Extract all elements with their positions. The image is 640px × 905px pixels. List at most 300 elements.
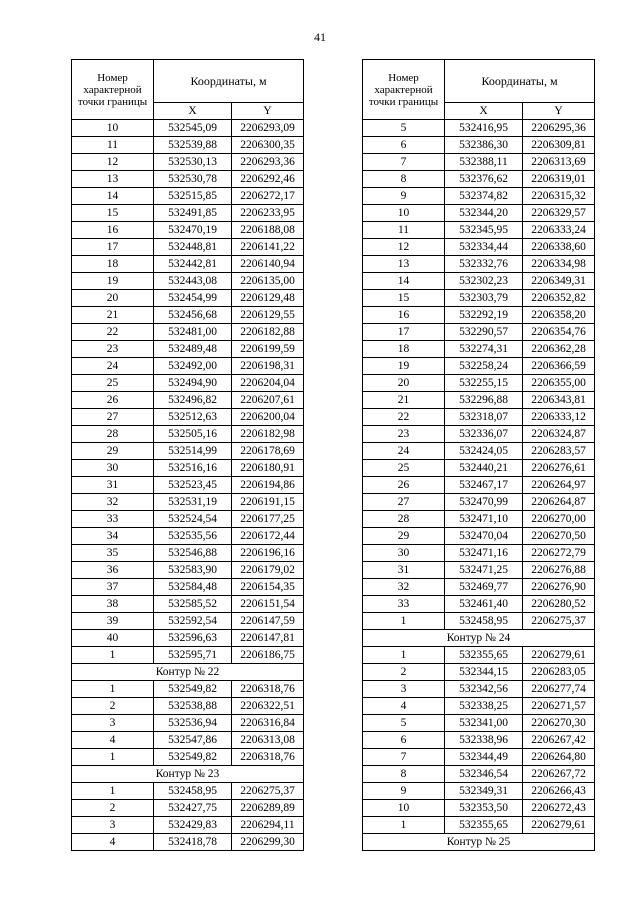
x-coordinate-cell: 532505,16 <box>154 426 232 443</box>
y-coordinate-cell: 2206309,81 <box>523 137 595 154</box>
point-number-cell: 1 <box>72 681 154 698</box>
x-coordinate-cell: 532524,54 <box>154 511 232 528</box>
point-number-cell: 25 <box>72 375 154 392</box>
point-number-cell: 31 <box>72 477 154 494</box>
y-coordinate-cell: 2206272,79 <box>523 545 595 562</box>
x-coordinate-cell: 532303,79 <box>445 290 523 307</box>
y-coordinate-cell: 2206316,84 <box>232 715 304 732</box>
table-row <box>363 392 595 409</box>
y-coordinate-cell: 2206324,87 <box>523 426 595 443</box>
point-number-cell: 29 <box>363 528 445 545</box>
x-coordinate-cell: 532515,85 <box>154 188 232 205</box>
table-left-body <box>72 60 304 851</box>
point-number-cell: 23 <box>363 426 445 443</box>
y-coordinate-cell: 2206272,43 <box>523 800 595 817</box>
table-row <box>72 120 304 137</box>
table-row <box>363 358 595 375</box>
table-row <box>72 222 304 239</box>
x-coordinate-cell: 532549,82 <box>154 749 232 766</box>
table-row <box>363 664 595 681</box>
y-coordinate-cell: 2206180,91 <box>232 460 304 477</box>
x-coordinate-cell: 532448,81 <box>154 239 232 256</box>
x-coordinate-cell: 532376,62 <box>445 171 523 188</box>
x-coordinate-cell: 532470,99 <box>445 494 523 511</box>
x-coordinate-cell: 532469,77 <box>445 579 523 596</box>
table-row <box>72 749 304 766</box>
x-column-header: X <box>154 103 232 120</box>
point-number-cell: 19 <box>363 358 445 375</box>
x-coordinate-cell: 532538,88 <box>154 698 232 715</box>
table-row <box>72 613 304 630</box>
point-number-cell: 21 <box>72 307 154 324</box>
table-row <box>363 256 595 273</box>
table-row <box>363 766 595 783</box>
point-number-cell: 16 <box>72 222 154 239</box>
table-row <box>363 494 595 511</box>
y-coordinate-cell: 2206140,94 <box>232 256 304 273</box>
x-coordinate-cell: 532346,54 <box>445 766 523 783</box>
y-coordinate-cell: 2206196,16 <box>232 545 304 562</box>
y-coordinate-cell: 2206266,43 <box>523 783 595 800</box>
y-coordinate-cell: 2206264,87 <box>523 494 595 511</box>
y-coordinate-cell: 2206294,11 <box>232 817 304 834</box>
x-coordinate-cell: 532454,99 <box>154 290 232 307</box>
y-coordinate-cell: 2206313,08 <box>232 732 304 749</box>
x-coordinate-cell: 532470,04 <box>445 528 523 545</box>
x-coordinate-cell: 532471,16 <box>445 545 523 562</box>
coordinates-header: Координаты, м <box>445 60 595 103</box>
table-row <box>363 341 595 358</box>
table-row <box>363 273 595 290</box>
y-coordinate-cell: 2206264,80 <box>523 749 595 766</box>
x-coordinate-cell: 532596,63 <box>154 630 232 647</box>
x-coordinate-cell: 532334,44 <box>445 239 523 256</box>
point-number-cell: 18 <box>72 256 154 273</box>
table-row <box>72 426 304 443</box>
x-coordinate-cell: 532530,13 <box>154 154 232 171</box>
y-column-header: Y <box>232 103 304 120</box>
table-row <box>363 239 595 256</box>
table-row <box>363 749 595 766</box>
table-row <box>72 154 304 171</box>
point-number-cell: 26 <box>363 477 445 494</box>
x-coordinate-cell: 532341,00 <box>445 715 523 732</box>
point-number-cell: 3 <box>72 715 154 732</box>
x-coordinate-cell: 532424,05 <box>445 443 523 460</box>
point-number-cell: 8 <box>363 766 445 783</box>
point-number-cell: 5 <box>363 715 445 732</box>
point-number-cell: 9 <box>363 783 445 800</box>
x-coordinate-cell: 532302,23 <box>445 273 523 290</box>
contour-label: Контур № 24 <box>363 630 595 647</box>
point-number-cell: 30 <box>72 460 154 477</box>
x-coordinate-cell: 532255,15 <box>445 375 523 392</box>
y-coordinate-cell: 2206267,42 <box>523 732 595 749</box>
point-number-cell: 13 <box>72 171 154 188</box>
point-number-cell: 2 <box>72 698 154 715</box>
point-number-cell: 3 <box>72 817 154 834</box>
table-row <box>72 341 304 358</box>
x-coordinate-cell: 532338,96 <box>445 732 523 749</box>
x-coordinate-cell: 532512,63 <box>154 409 232 426</box>
x-coordinate-cell: 532429,83 <box>154 817 232 834</box>
table-row <box>72 647 304 664</box>
y-coordinate-cell: 2206318,76 <box>232 749 304 766</box>
y-coordinate-cell: 2206188,08 <box>232 222 304 239</box>
x-coordinate-cell: 532531,19 <box>154 494 232 511</box>
table-row <box>72 596 304 613</box>
y-coordinate-cell: 2206313,69 <box>523 154 595 171</box>
x-coordinate-cell: 532539,88 <box>154 137 232 154</box>
y-coordinate-cell: 2206182,98 <box>232 426 304 443</box>
point-number-cell: 40 <box>72 630 154 647</box>
table-row <box>72 290 304 307</box>
contour-row <box>72 664 304 681</box>
point-number-cell: 37 <box>72 579 154 596</box>
point-number-cell: 23 <box>72 341 154 358</box>
x-coordinate-cell: 532290,57 <box>445 324 523 341</box>
x-coordinate-cell: 532458,95 <box>154 783 232 800</box>
point-number-cell: 17 <box>72 239 154 256</box>
contour-row <box>363 834 595 851</box>
y-coordinate-cell: 2206354,76 <box>523 324 595 341</box>
point-number-cell: 7 <box>363 749 445 766</box>
y-coordinate-cell: 2206293,09 <box>232 120 304 137</box>
y-coordinate-cell: 2206135,00 <box>232 273 304 290</box>
table-row <box>363 324 595 341</box>
page-number: 41 <box>314 30 326 44</box>
point-number-cell: 9 <box>363 188 445 205</box>
point-number-cell: 38 <box>72 596 154 613</box>
y-coordinate-cell: 2206315,32 <box>523 188 595 205</box>
x-coordinate-cell: 532258,24 <box>445 358 523 375</box>
x-coordinate-cell: 532523,45 <box>154 477 232 494</box>
table-row <box>72 324 304 341</box>
point-number-cell: 39 <box>72 613 154 630</box>
point-number-cell: 2 <box>72 800 154 817</box>
y-coordinate-cell: 2206276,88 <box>523 562 595 579</box>
table-row <box>363 545 595 562</box>
point-number-cell: 33 <box>363 596 445 613</box>
point-number-cell: 22 <box>72 324 154 341</box>
x-coordinate-cell: 532338,25 <box>445 698 523 715</box>
table-row <box>363 137 595 154</box>
table-row <box>363 596 595 613</box>
y-coordinate-cell: 2206154,35 <box>232 579 304 596</box>
point-number-cell: 1 <box>363 817 445 834</box>
y-coordinate-cell: 2206270,30 <box>523 715 595 732</box>
x-coordinate-cell: 532388,11 <box>445 154 523 171</box>
y-coordinate-cell: 2206276,90 <box>523 579 595 596</box>
y-coordinate-cell: 2206277,74 <box>523 681 595 698</box>
point-number-cell: 17 <box>363 324 445 341</box>
y-coordinate-cell: 2206322,51 <box>232 698 304 715</box>
y-coordinate-cell: 2206204,04 <box>232 375 304 392</box>
point-number-cell: 10 <box>363 800 445 817</box>
point-number-cell: 27 <box>72 409 154 426</box>
table-row <box>363 715 595 732</box>
table-row <box>72 681 304 698</box>
table-row <box>363 222 595 239</box>
y-coordinate-cell: 2206141,22 <box>232 239 304 256</box>
y-coordinate-cell: 2206200,04 <box>232 409 304 426</box>
x-coordinate-cell: 532355,65 <box>445 817 523 834</box>
y-coordinate-cell: 2206182,88 <box>232 324 304 341</box>
table-row <box>363 528 595 545</box>
y-coordinate-cell: 2206271,57 <box>523 698 595 715</box>
x-coordinate-cell: 532491,85 <box>154 205 232 222</box>
x-coordinate-cell: 532471,10 <box>445 511 523 528</box>
coordinates-header: Координаты, м <box>154 60 304 103</box>
table-row <box>363 698 595 715</box>
x-coordinate-cell: 532342,56 <box>445 681 523 698</box>
coordinates-table-right <box>362 59 595 851</box>
y-coordinate-cell: 2206194,86 <box>232 477 304 494</box>
x-coordinate-cell: 532547,86 <box>154 732 232 749</box>
x-column-header: X <box>445 103 523 120</box>
point-number-cell: 33 <box>72 511 154 528</box>
point-number-cell: 32 <box>72 494 154 511</box>
contour-label: Контур № 23 <box>72 766 304 783</box>
y-coordinate-cell: 2206329,57 <box>523 205 595 222</box>
point-number-cell: 15 <box>72 205 154 222</box>
table-row <box>363 409 595 426</box>
x-coordinate-cell: 532496,82 <box>154 392 232 409</box>
x-coordinate-cell: 532584,48 <box>154 579 232 596</box>
table-row <box>72 511 304 528</box>
y-coordinate-cell: 2206151,54 <box>232 596 304 613</box>
table-row <box>72 273 304 290</box>
point-number-header: Номер характерной точки границы <box>363 60 445 120</box>
table-row <box>363 426 595 443</box>
table-row <box>72 579 304 596</box>
y-coordinate-cell: 2206270,00 <box>523 511 595 528</box>
point-number-cell: 1 <box>363 647 445 664</box>
x-coordinate-cell: 532443,08 <box>154 273 232 290</box>
point-number-cell: 14 <box>363 273 445 290</box>
x-coordinate-cell: 532386,30 <box>445 137 523 154</box>
y-coordinate-cell: 2206319,01 <box>523 171 595 188</box>
table-row <box>72 137 304 154</box>
table-row <box>363 188 595 205</box>
table-row <box>72 375 304 392</box>
table-row <box>72 817 304 834</box>
y-coordinate-cell: 2206362,28 <box>523 341 595 358</box>
table-row <box>72 630 304 647</box>
x-coordinate-cell: 532470,19 <box>154 222 232 239</box>
x-coordinate-cell: 532535,56 <box>154 528 232 545</box>
point-number-cell: 28 <box>72 426 154 443</box>
x-coordinate-cell: 532440,21 <box>445 460 523 477</box>
table-row <box>363 800 595 817</box>
y-coordinate-cell: 2206300,35 <box>232 137 304 154</box>
x-coordinate-cell: 532344,15 <box>445 664 523 681</box>
y-coordinate-cell: 2206343,81 <box>523 392 595 409</box>
table-row <box>363 681 595 698</box>
table-header-row <box>72 60 304 103</box>
contour-row <box>363 630 595 647</box>
point-number-cell: 5 <box>363 120 445 137</box>
point-number-cell: 8 <box>363 171 445 188</box>
y-coordinate-cell: 2206283,57 <box>523 443 595 460</box>
y-coordinate-cell: 2206299,30 <box>232 834 304 851</box>
y-coordinate-cell: 2206191,15 <box>232 494 304 511</box>
x-coordinate-cell: 532332,76 <box>445 256 523 273</box>
point-number-cell: 22 <box>363 409 445 426</box>
table-row <box>72 545 304 562</box>
table-row <box>72 732 304 749</box>
y-coordinate-cell: 2206272,17 <box>232 188 304 205</box>
table-row <box>363 154 595 171</box>
point-number-cell: 20 <box>72 290 154 307</box>
table-row <box>363 732 595 749</box>
x-coordinate-cell: 532353,50 <box>445 800 523 817</box>
table-row <box>363 647 595 664</box>
x-coordinate-cell: 532530,78 <box>154 171 232 188</box>
y-coordinate-cell: 2206352,82 <box>523 290 595 307</box>
y-coordinate-cell: 2206333,24 <box>523 222 595 239</box>
table-row <box>72 307 304 324</box>
contour-row <box>72 766 304 783</box>
point-number-cell: 11 <box>72 137 154 154</box>
x-coordinate-cell: 532481,00 <box>154 324 232 341</box>
x-coordinate-cell: 532467,17 <box>445 477 523 494</box>
x-coordinate-cell: 532296,88 <box>445 392 523 409</box>
point-number-cell: 30 <box>363 545 445 562</box>
x-coordinate-cell: 532355,65 <box>445 647 523 664</box>
table-row <box>72 392 304 409</box>
x-coordinate-cell: 532458,95 <box>445 613 523 630</box>
table-row <box>363 460 595 477</box>
point-number-cell: 34 <box>72 528 154 545</box>
table-row <box>363 562 595 579</box>
point-number-cell: 24 <box>363 443 445 460</box>
y-coordinate-cell: 2206186,75 <box>232 647 304 664</box>
x-coordinate-cell: 532427,75 <box>154 800 232 817</box>
y-coordinate-cell: 2206129,55 <box>232 307 304 324</box>
table-row <box>72 800 304 817</box>
y-coordinate-cell: 2206358,20 <box>523 307 595 324</box>
point-number-cell: 29 <box>72 443 154 460</box>
point-number-cell: 35 <box>72 545 154 562</box>
point-number-cell: 6 <box>363 137 445 154</box>
table-row <box>72 562 304 579</box>
y-coordinate-cell: 2206276,61 <box>523 460 595 477</box>
table-row <box>363 290 595 307</box>
coordinates-table-left <box>71 59 304 851</box>
point-number-cell: 27 <box>363 494 445 511</box>
y-coordinate-cell: 2206275,37 <box>232 783 304 800</box>
table-row <box>72 358 304 375</box>
y-coordinate-cell: 2206318,76 <box>232 681 304 698</box>
table-row <box>72 256 304 273</box>
table-row <box>72 494 304 511</box>
point-number-cell: 15 <box>363 290 445 307</box>
table-row <box>363 171 595 188</box>
x-coordinate-cell: 532336,07 <box>445 426 523 443</box>
point-number-cell: 18 <box>363 341 445 358</box>
y-coordinate-cell: 2206355,00 <box>523 375 595 392</box>
x-coordinate-cell: 532344,49 <box>445 749 523 766</box>
table-row <box>72 443 304 460</box>
x-coordinate-cell: 532536,94 <box>154 715 232 732</box>
table-row <box>363 443 595 460</box>
x-coordinate-cell: 532345,95 <box>445 222 523 239</box>
y-coordinate-cell: 2206279,61 <box>523 817 595 834</box>
x-coordinate-cell: 532374,82 <box>445 188 523 205</box>
x-coordinate-cell: 532442,81 <box>154 256 232 273</box>
point-number-cell: 4 <box>72 834 154 851</box>
y-coordinate-cell: 2206129,48 <box>232 290 304 307</box>
table-row <box>72 698 304 715</box>
point-number-cell: 19 <box>72 273 154 290</box>
x-coordinate-cell: 532318,07 <box>445 409 523 426</box>
x-coordinate-cell: 532595,71 <box>154 647 232 664</box>
table-row <box>72 715 304 732</box>
point-number-cell: 7 <box>363 154 445 171</box>
x-coordinate-cell: 532494,90 <box>154 375 232 392</box>
x-coordinate-cell: 532549,82 <box>154 681 232 698</box>
x-coordinate-cell: 532514,99 <box>154 443 232 460</box>
x-coordinate-cell: 532516,16 <box>154 460 232 477</box>
x-coordinate-cell: 532585,52 <box>154 596 232 613</box>
point-number-cell: 26 <box>72 392 154 409</box>
y-coordinate-cell: 2206147,59 <box>232 613 304 630</box>
table-row <box>363 375 595 392</box>
y-coordinate-cell: 2206275,37 <box>523 613 595 630</box>
y-coordinate-cell: 2206289,89 <box>232 800 304 817</box>
x-coordinate-cell: 532471,25 <box>445 562 523 579</box>
table-row <box>72 205 304 222</box>
table-row <box>363 307 595 324</box>
table-row <box>72 528 304 545</box>
point-number-cell: 32 <box>363 579 445 596</box>
table-row <box>363 205 595 222</box>
y-coordinate-cell: 2206207,61 <box>232 392 304 409</box>
x-coordinate-cell: 532418,78 <box>154 834 232 851</box>
x-coordinate-cell: 532349,31 <box>445 783 523 800</box>
point-number-cell: 11 <box>363 222 445 239</box>
y-coordinate-cell: 2206366,59 <box>523 358 595 375</box>
x-coordinate-cell: 532292,19 <box>445 307 523 324</box>
x-coordinate-cell: 532592,54 <box>154 613 232 630</box>
point-number-cell: 1 <box>72 647 154 664</box>
table-row <box>363 579 595 596</box>
y-coordinate-cell: 2206270,50 <box>523 528 595 545</box>
table-row <box>363 120 595 137</box>
y-coordinate-cell: 2206283,05 <box>523 664 595 681</box>
point-number-cell: 36 <box>72 562 154 579</box>
point-number-cell: 1 <box>72 783 154 800</box>
x-coordinate-cell: 532546,88 <box>154 545 232 562</box>
x-coordinate-cell: 532344,20 <box>445 205 523 222</box>
y-coordinate-cell: 2206147,81 <box>232 630 304 647</box>
y-coordinate-cell: 2206178,69 <box>232 443 304 460</box>
point-number-header: Номер характерной точки границы <box>72 60 154 120</box>
y-coordinate-cell: 2206333,12 <box>523 409 595 426</box>
x-coordinate-cell: 532461,40 <box>445 596 523 613</box>
y-coordinate-cell: 2206179,02 <box>232 562 304 579</box>
point-number-cell: 10 <box>72 120 154 137</box>
y-coordinate-cell: 2206295,36 <box>523 120 595 137</box>
point-number-cell: 1 <box>72 749 154 766</box>
contour-label: Контур № 22 <box>72 664 304 681</box>
point-number-cell: 2 <box>363 664 445 681</box>
point-number-cell: 31 <box>363 562 445 579</box>
x-coordinate-cell: 532456,68 <box>154 307 232 324</box>
y-coordinate-cell: 2206279,61 <box>523 647 595 664</box>
y-coordinate-cell: 2206172,44 <box>232 528 304 545</box>
